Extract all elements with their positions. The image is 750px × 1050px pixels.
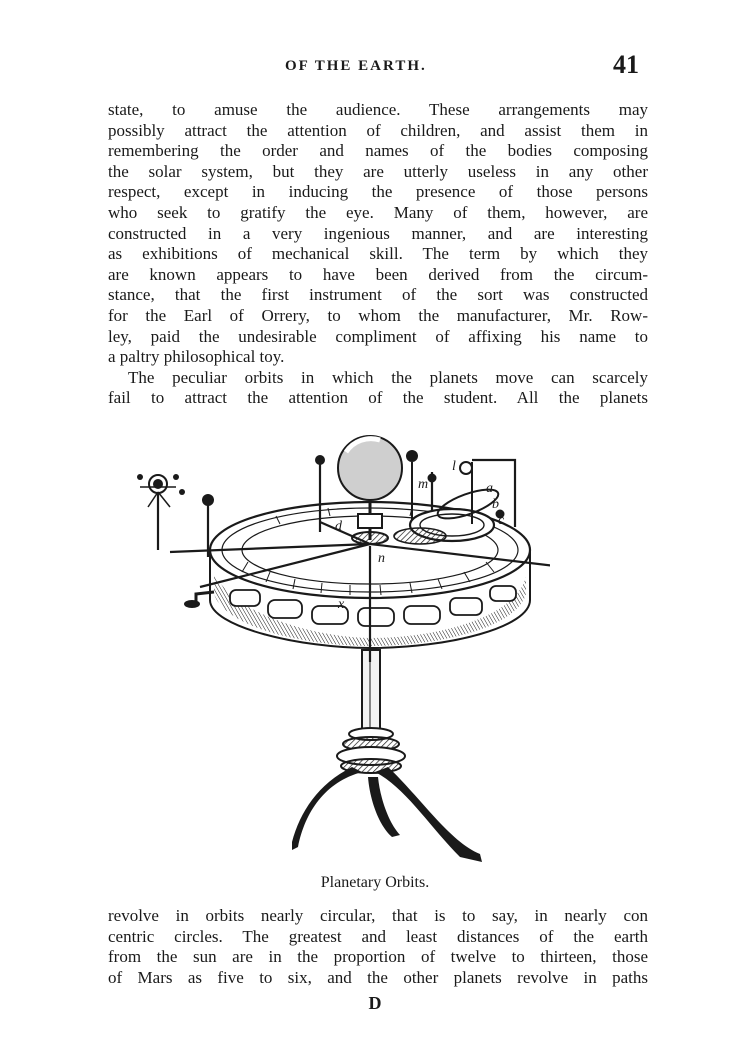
figure-label: a xyxy=(486,481,493,496)
text-line: revolve in orbits nearly circular, that is to say, in nearly con xyxy=(108,906,648,925)
running-head: OF THE EARTH. xyxy=(285,58,427,74)
text-line: for the Earl of Orrery, to whom the manufacturer, Mr. Row- xyxy=(108,305,648,325)
text-line: constructed in a very ingenious manner, and are interesting xyxy=(108,223,648,243)
text-line: The peculiar orbits in which the planets move can scarcely xyxy=(128,367,648,387)
body-text-top xyxy=(108,100,648,409)
text-line: the solar system, but they are utterly useless in any other xyxy=(108,161,648,181)
text-line: remembering the order and names of the bodies composing xyxy=(108,141,648,161)
orrery-illustration xyxy=(130,432,550,872)
text-line: who seek to gratify the eye. Many of them, however, are xyxy=(108,202,648,222)
body-text-bottom xyxy=(108,906,648,988)
page-number: 41 xyxy=(613,50,639,79)
text-line: state, to amuse the audience. These arrangements may xyxy=(108,100,648,119)
figure-label: b xyxy=(492,497,499,512)
text-line: ley, paid the undesirable compliment of affixing his name to xyxy=(108,326,648,346)
signature-mark: D xyxy=(368,993,382,1013)
text-line: are known appears to have been derived from the circum- xyxy=(108,264,648,284)
pedestal xyxy=(337,650,405,773)
figure-label: d xyxy=(335,519,342,534)
text-line: a paltry philosophical toy. xyxy=(108,347,285,367)
figure-label: c xyxy=(498,513,505,528)
text-line: respect, except in inducing the presence of those persons xyxy=(108,182,648,202)
text-line: stance, that the first instrument of the sort was constructed xyxy=(108,285,648,305)
figure-label: n xyxy=(378,551,385,566)
orrery-drawing xyxy=(130,432,550,872)
text-line: centric circles. The greatest and least distances of the earth xyxy=(108,926,648,946)
figure-label: m xyxy=(418,477,429,492)
figure-label: l xyxy=(452,459,456,474)
figure-label: x xyxy=(338,597,345,612)
text-line: possibly attract the attention of children, and assist them in xyxy=(108,120,648,140)
table-legs xyxy=(292,767,482,862)
text-line: from the sun are in the proportion of twelve to thirteen, those xyxy=(108,947,648,967)
text-line: as exhibitions of mechanical skill. The term by which they xyxy=(108,244,648,264)
text-line: of Mars as five to six, and the other planets revolve in paths xyxy=(108,967,648,987)
left-planet-group xyxy=(137,455,325,507)
figure-caption: Planetary Orbits. xyxy=(320,874,430,891)
text-line: fail to attract the attention of the student. All the planets xyxy=(108,388,648,408)
